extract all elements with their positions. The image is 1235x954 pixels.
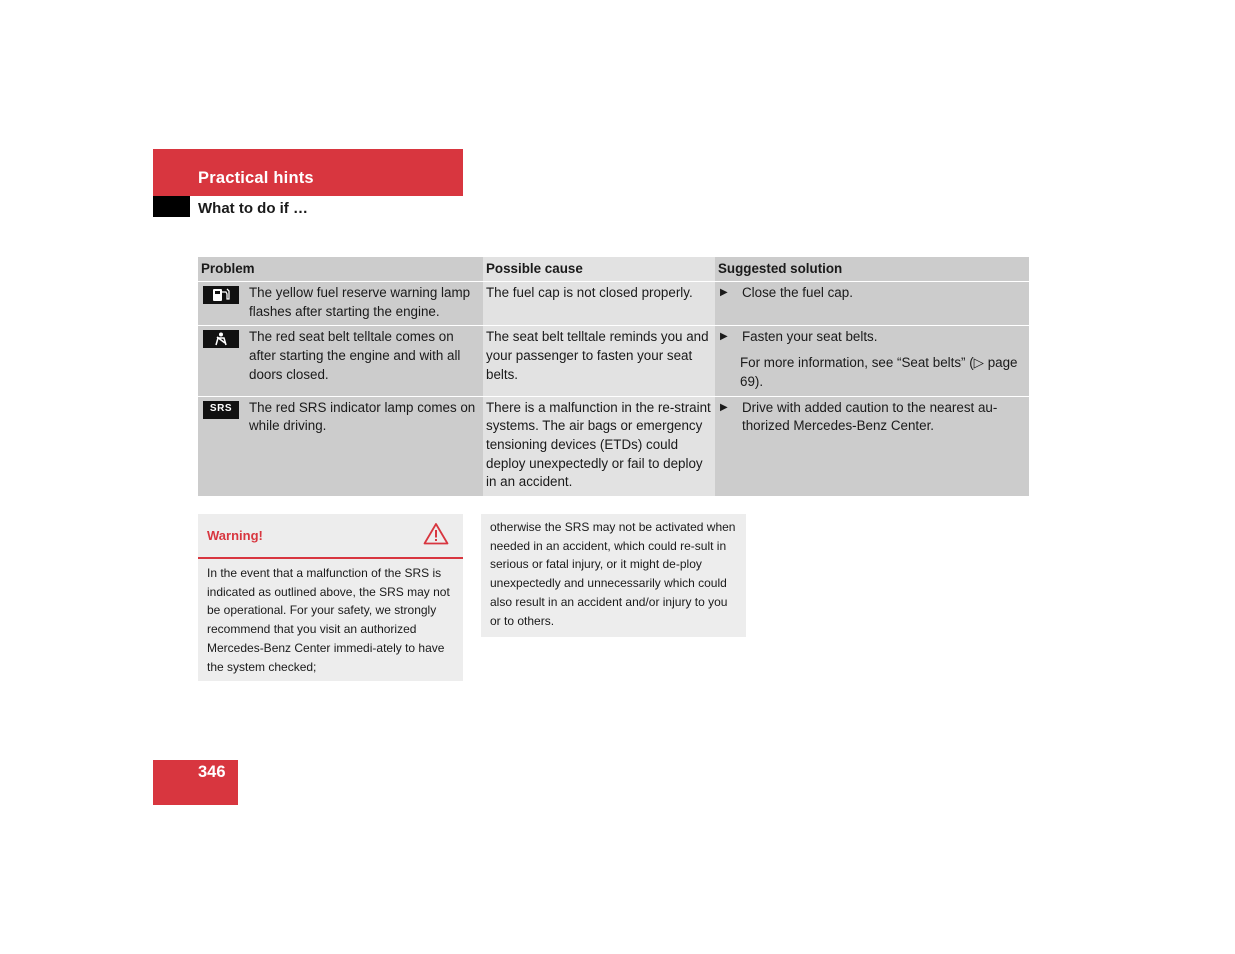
solution-cell (715, 326, 1029, 396)
solution-reference: For more information, see “Seat belts” (▷ page 69). (740, 355, 1018, 389)
problem-text: The red SRS indicator lamp comes on while driving. (249, 399, 476, 434)
solution-cell (715, 282, 1029, 326)
bullet-arrow-icon: ▶ (720, 331, 728, 343)
solution-text: Drive with added caution to the nearest au-thorized Mercedes-Benz Center. (742, 399, 998, 434)
problem-cell (198, 282, 483, 326)
table-row (198, 396, 1029, 496)
page-subtitle: What to do if … (198, 200, 308, 217)
solution-text: Close the fuel cap. (742, 285, 853, 300)
warning-title: Warning! (207, 528, 263, 543)
solution-cell (715, 396, 1029, 496)
bullet-arrow-icon: ▶ (720, 287, 728, 298)
table-row (198, 326, 1029, 396)
page-number: 346 (198, 763, 226, 781)
warning-text: In the event that a malfunction of the SRS is indicated as outlined above, the SRS may not be operational. For your safety, we strongly recommend that you visit an authorized Mercedes-Benz Center immedi-ately to have the system checked; (207, 566, 450, 674)
problem-text: The yellow fuel reserve warning lamp flashes after starting the engine. (249, 285, 471, 319)
fuel-pump-icon (203, 286, 239, 304)
section-title: Practical hints (198, 169, 314, 187)
warning-header (198, 514, 463, 559)
problem-cell (198, 326, 483, 396)
troubleshooting-table (198, 257, 1029, 496)
warning-continuation-text: otherwise the SRS may not be activated when needed in an accident, which could re-sult in serious or fatal injury, or it might de-ploy unexpectedly and unnecessarily which could also result in an accident and/or injury to you or to others. (490, 520, 736, 628)
warning-box (198, 514, 463, 681)
cause-cell: The fuel cap is not closed properly. (483, 282, 715, 326)
seat-belt-icon (203, 330, 239, 348)
section-marker (153, 196, 190, 217)
srs-icon (203, 401, 239, 419)
warning-triangle-icon (423, 522, 449, 550)
problem-cell (198, 396, 483, 496)
cause-cell: There is a malfunction in the re-straint systems. The air bags or emergency tensioning devices (ETDs) could deploy unexpectedly or fail to deploy in an accident. (483, 396, 715, 496)
table-header-row (198, 257, 1029, 282)
problem-text: The red seat belt telltale comes on after starting the engine and with all doors closed. (249, 329, 461, 382)
srs-icon-label: SRS (209, 403, 233, 415)
warning-continuation-box (481, 514, 746, 637)
column-header-cause: Possible cause (483, 257, 715, 282)
column-header-solution: Suggested solution (715, 257, 1029, 282)
bullet-arrow-icon: ▶ (720, 401, 728, 413)
table-row (198, 282, 1029, 326)
cause-cell: The seat belt telltale reminds you and your passenger to fasten your seat belts. (483, 326, 715, 396)
solution-text: Fasten your seat belts. (742, 329, 878, 345)
column-header-problem: Problem (198, 257, 483, 282)
